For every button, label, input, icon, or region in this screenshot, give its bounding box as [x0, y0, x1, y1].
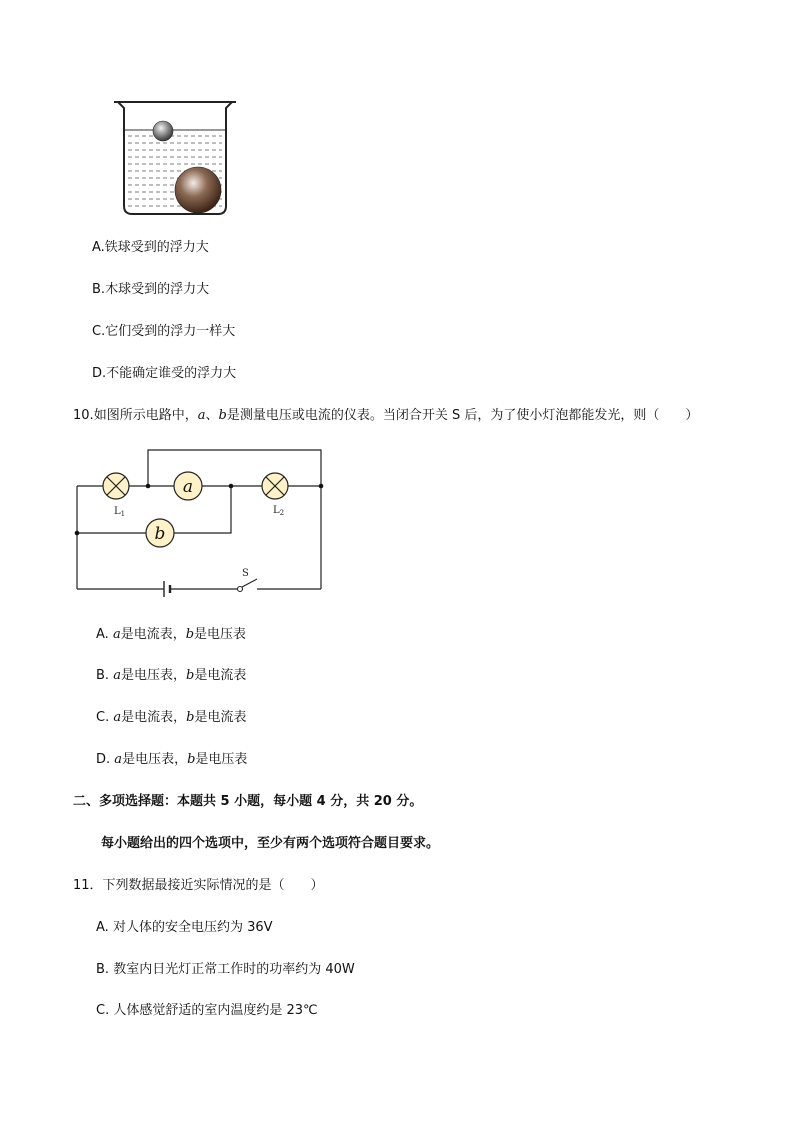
q10-option-c: C. a是电流表，b是电流表 [96, 710, 247, 725]
q10-option-d: D. a是电压表，b是电压表 [96, 752, 248, 767]
meter-a-label: a [182, 477, 194, 497]
large-ball [175, 167, 221, 213]
section2-instruction: 每小题给出的四个选项中，至少有两个选项符合题目要求。 [101, 836, 440, 851]
q9-option-d: D.不能确定谁受的浮力大 [92, 366, 237, 381]
switch-label: S [242, 568, 249, 579]
q10-option-b: B. a是电压表，b是电流表 [96, 668, 247, 683]
lamp-l2-label: $L_2$ [273, 505, 285, 517]
lamp-l1 [103, 473, 129, 499]
q11-stem: 11．下列数据最接近实际情况的是（ ） [73, 878, 324, 893]
small-ball [153, 121, 173, 141]
meter-b-label: b [154, 524, 166, 544]
wire-top-loop [148, 450, 321, 486]
circuit-diagram [70, 446, 330, 596]
q9-option-a: A.铁球受到的浮力大 [92, 240, 209, 255]
beaker-figure [110, 96, 240, 221]
lamp-l1-label: $L_1$ [114, 506, 126, 518]
q9-option-c: C.它们受到的浮力一样大 [92, 324, 236, 339]
switch [238, 579, 258, 592]
lamp-l2 [262, 473, 288, 499]
q11-option-b: B. 教室内日光灯正常工作时的功率约为 40W [96, 962, 355, 977]
section2-heading: 二、多项选择题：本题共 5 小题，每小题 4 分，共 20 分。 [73, 794, 423, 809]
q9-option-b: B.木球受到的浮力大 [92, 282, 210, 297]
q11-option-a: A. 对人体的安全电压约为 36V [96, 920, 273, 935]
q11-option-c: C. 人体感觉舒适的室内温度约是 23℃ [96, 1003, 318, 1018]
q10-stem: 10.如图所示电路中，a、b是测量电压或电流的仪表。当闭合开关 S 后，为了使小灯泡都能发光，则（ ） [73, 408, 699, 423]
q10-option-a: A. a是电流表，b是电压表 [96, 627, 247, 642]
battery [164, 581, 170, 597]
